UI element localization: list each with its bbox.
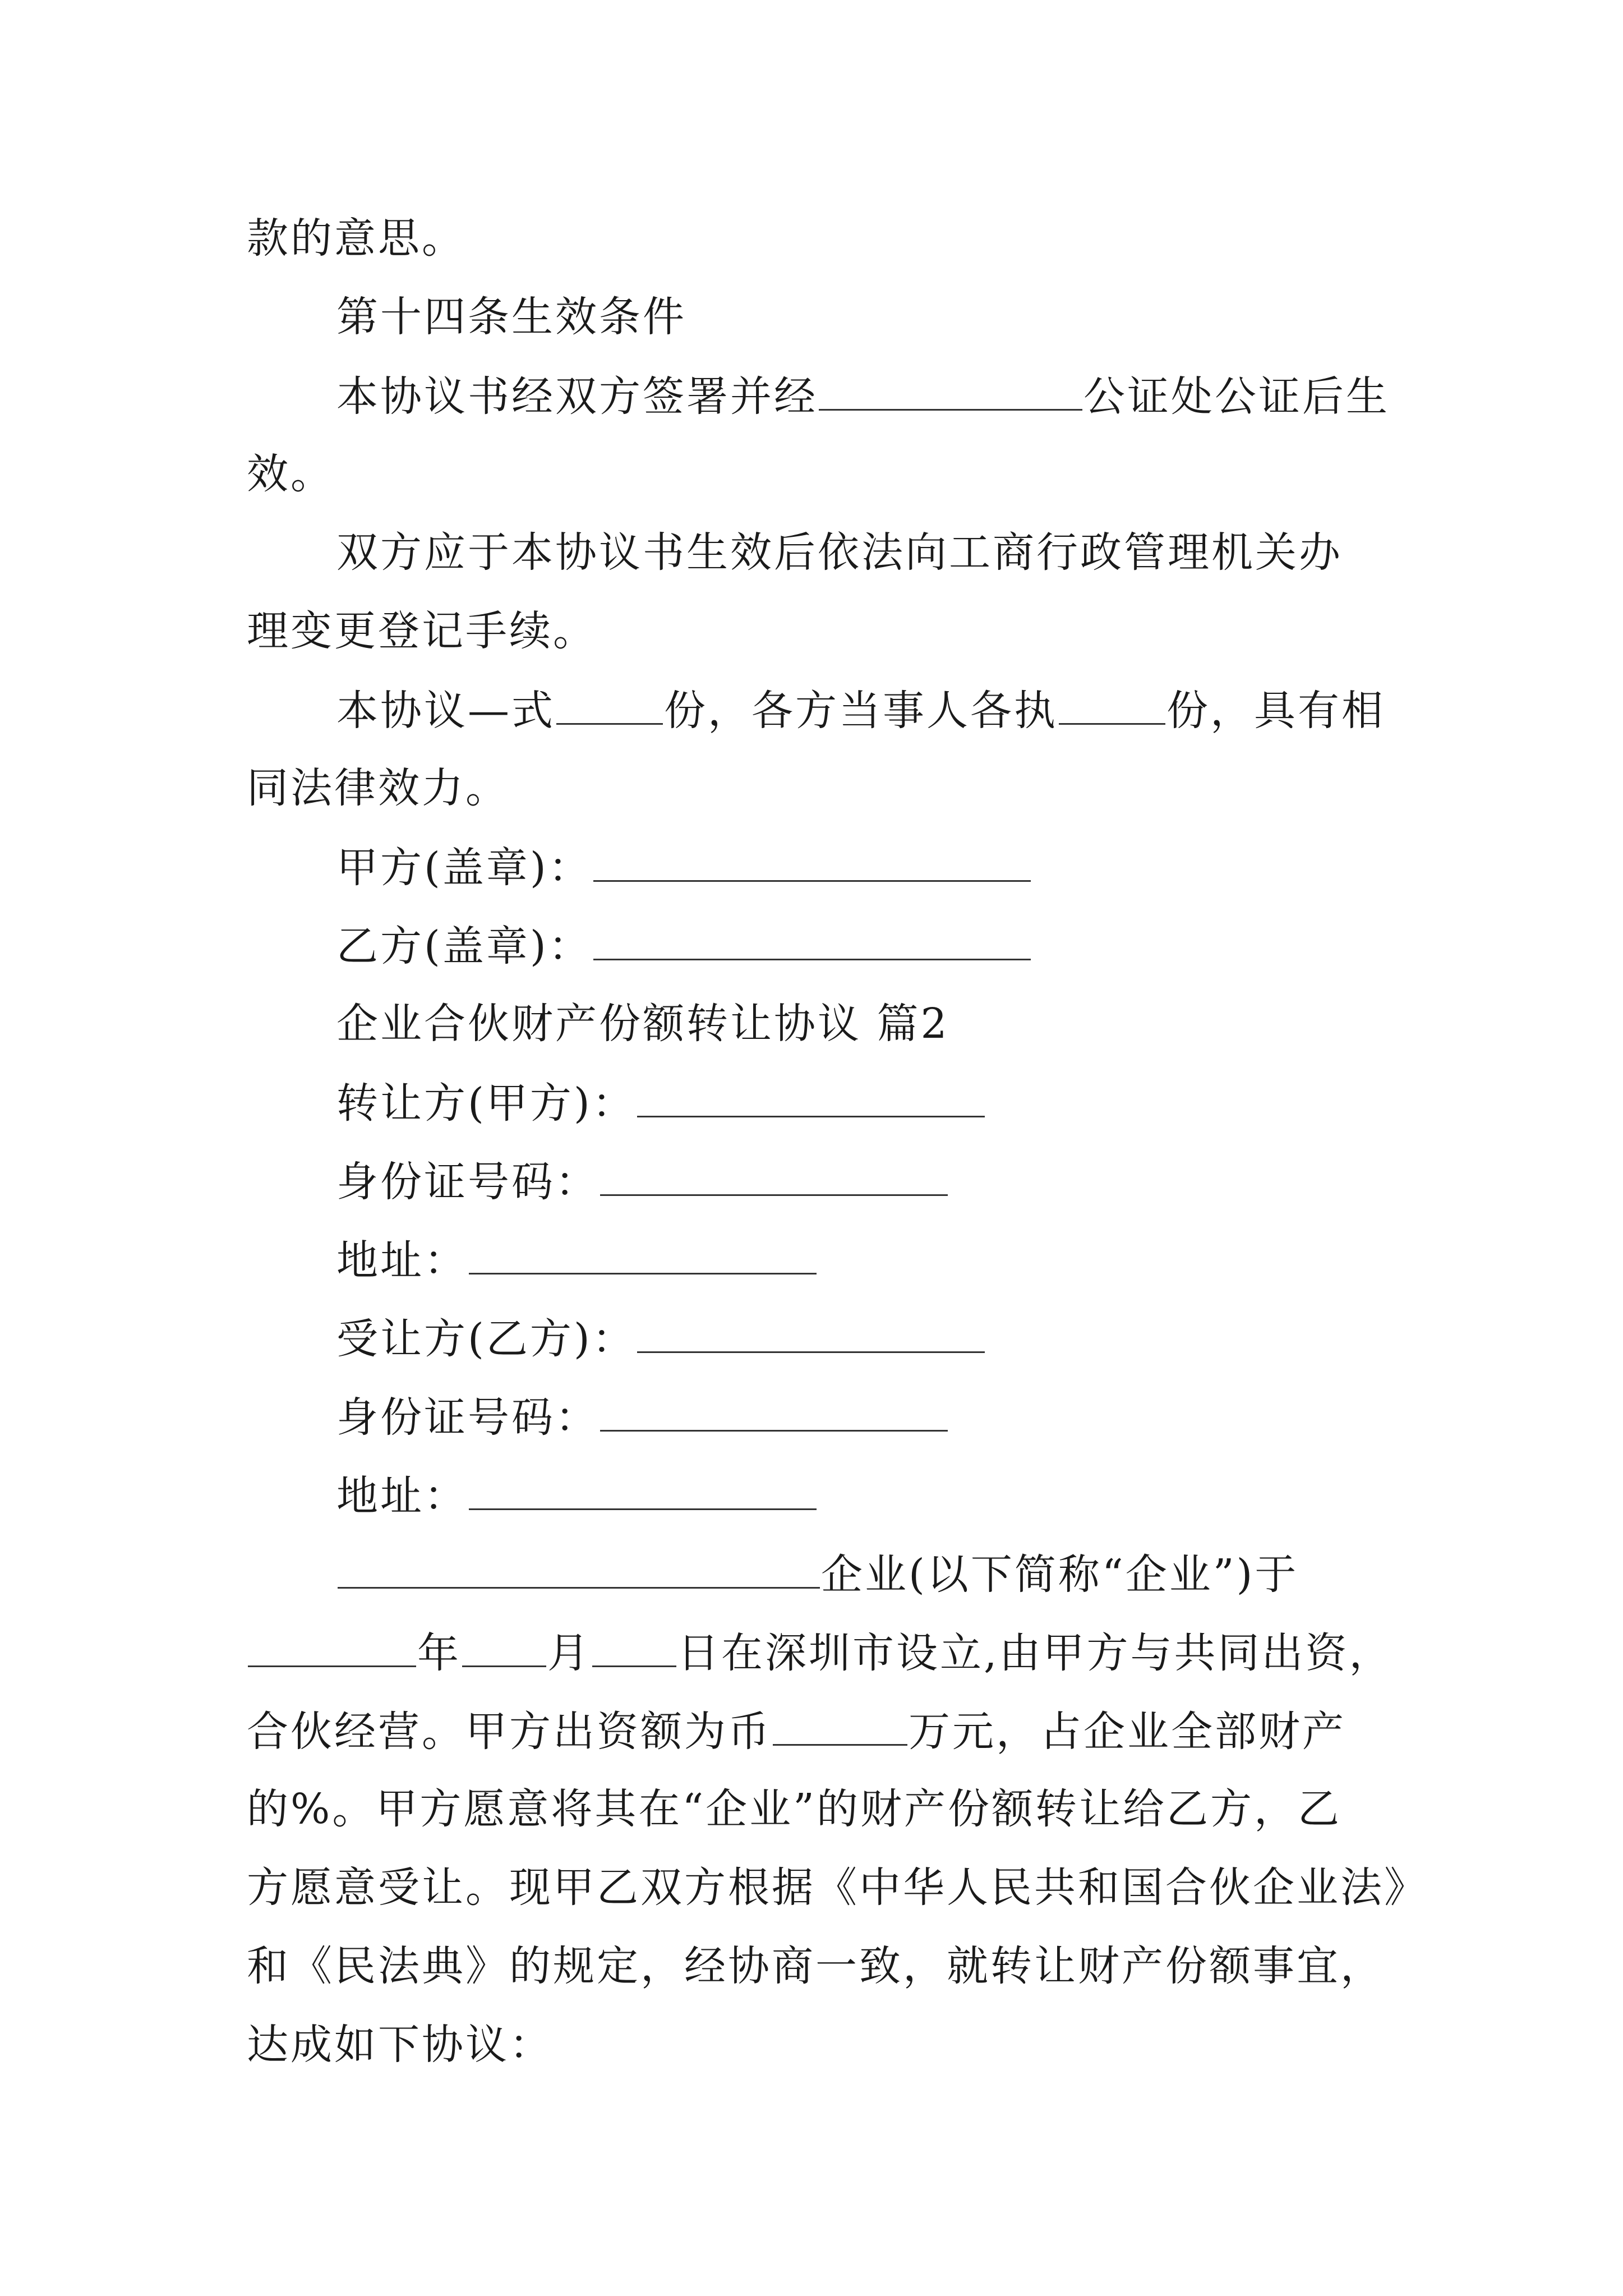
body-text: 同法律效力。: [247, 764, 509, 812]
form-field-address: [336, 1231, 1481, 1287]
blank-underline: [469, 1467, 817, 1510]
paragraph-line: [247, 1860, 1428, 1916]
blank-underline: [600, 1388, 948, 1432]
blank-underline: [593, 917, 1031, 960]
paragraph-line: [336, 682, 1481, 738]
body-text: 年: [417, 1629, 461, 1677]
paragraph-line: [247, 1703, 1391, 1759]
body-text: 的%。甲方愿意将其在“企业”的财产份额转让给乙方，乙: [247, 1785, 1341, 1833]
body-text: 万元，占企业全部财产: [909, 1708, 1346, 1756]
field-label: 地址：: [336, 1472, 468, 1520]
body-text: 双方应于本协议书生效后依法向工商行政管理机关办: [336, 528, 1343, 577]
blank-underline: [819, 367, 1082, 411]
section-title: [336, 996, 1481, 1052]
blank-underline: [462, 1624, 546, 1667]
body-text: 达成如下协议：: [247, 2021, 553, 2069]
signature-line-party-a: [336, 839, 1481, 895]
body-text: 月: [547, 1629, 591, 1677]
blank-underline: [1059, 682, 1165, 725]
field-label: 身份证号码：: [336, 1158, 599, 1206]
paragraph-line: [247, 1938, 1391, 1994]
form-field-id-number: [336, 1153, 1481, 1209]
field-label: 乙方(盖章)：: [336, 922, 592, 970]
paragraph-line: [336, 1545, 1481, 1602]
blank-underline: [637, 1310, 985, 1353]
blank-underline: [556, 682, 663, 725]
body-text: 公证处公证后生: [1083, 372, 1390, 421]
body-text: 方愿意受让。现甲乙双方根据《中华人民共和国合伙企业法》: [247, 1864, 1428, 1912]
body-text: 本协议书经双方签署并经: [336, 372, 818, 421]
form-field-transferee: [336, 1310, 1481, 1366]
blank-underline: [248, 1624, 416, 1667]
field-label: 身份证号码：: [336, 1393, 599, 1442]
paragraph-line: [247, 446, 1391, 502]
blank-underline: [600, 1153, 948, 1196]
field-label: 受让方(乙方)：: [336, 1315, 636, 1363]
field-label: 转让方(甲方)：: [336, 1079, 636, 1128]
body-text: 份，具有相: [1166, 687, 1385, 735]
blank-underline: [637, 1074, 985, 1117]
blank-underline: [773, 1703, 907, 1746]
body-text: 和《民法典》的规定，经协商一致，就转让财产份额事宜，: [247, 1942, 1384, 1990]
form-field-id-number: [336, 1388, 1481, 1444]
body-text: 企业(以下简称“企业”)于: [821, 1550, 1299, 1599]
field-label: 地址：: [336, 1236, 468, 1285]
blank-underline: [592, 1624, 676, 1667]
paragraph-line: [336, 367, 1481, 424]
body-text: 份，各方当事人各执: [664, 687, 1058, 735]
body-text: 效。: [247, 450, 334, 498]
section-heading: 企业合伙财产份额转让协议 篇2: [336, 1000, 949, 1048]
blank-underline: [593, 839, 1031, 882]
form-field-address: [336, 1467, 1481, 1523]
clause-title: 第十四条生效条件: [336, 293, 686, 341]
paragraph-line: [247, 210, 1391, 266]
body-text: 合伙经营。甲方出资额为币: [247, 1708, 772, 1756]
clause-heading: [336, 289, 1481, 345]
field-label: 甲方(盖章)：: [336, 844, 592, 892]
form-field-transferor: [336, 1074, 1481, 1130]
body-text: 日在深圳市设立,由甲方与共同出资，: [677, 1629, 1393, 1677]
paragraph-line: [247, 1624, 1391, 1680]
paragraph-line: [247, 2017, 1391, 2073]
body-text: 款的意思。: [247, 214, 465, 263]
paragraph-line: [247, 603, 1391, 659]
paragraph-line: [247, 1781, 1391, 1837]
paragraph-line: [336, 524, 1481, 581]
signature-line-party-b: [336, 917, 1481, 973]
body-text: 理变更登记手续。: [247, 607, 597, 655]
paragraph-line: [247, 760, 1391, 816]
blank-underline: [338, 1545, 820, 1589]
blank-underline: [469, 1231, 817, 1274]
body-text: 本协议—式: [336, 687, 555, 735]
